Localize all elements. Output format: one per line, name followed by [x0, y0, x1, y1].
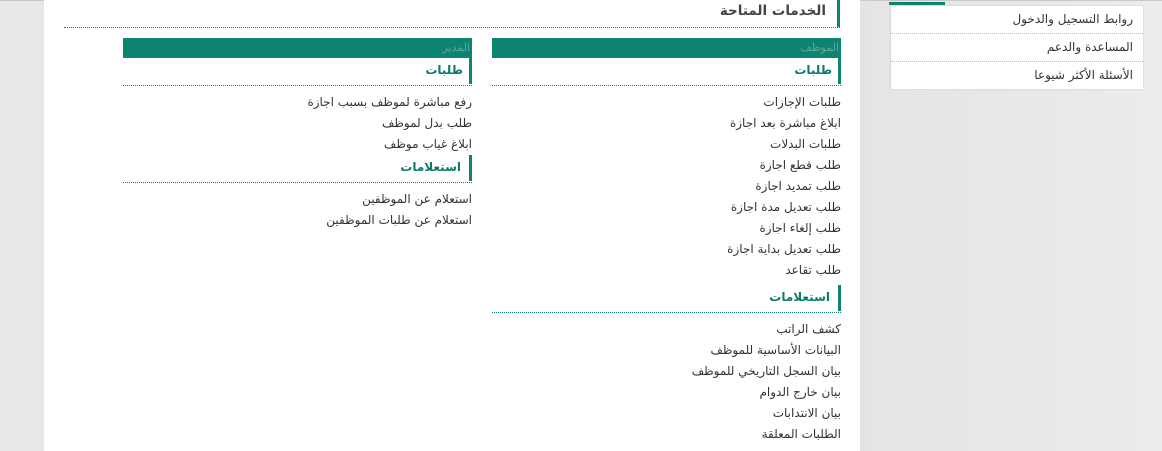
- list-item[interactable]: بيان الانتدابات: [772, 406, 841, 420]
- list-item[interactable]: كشف الراتب: [776, 322, 841, 336]
- page-title: الخدمات المتاحة: [719, 3, 826, 19]
- link-help-support[interactable]: المساعدة والدعم: [891, 34, 1143, 62]
- list-item[interactable]: طلبات الإجازات: [763, 95, 841, 109]
- employee-requests-section: [492, 58, 841, 86]
- list-item[interactable]: استعلام عن طلبات الموظفين: [326, 213, 472, 227]
- list-item[interactable]: استعلام عن الموظفين: [362, 192, 472, 206]
- section-accent-bar: [838, 58, 841, 84]
- manager-column-header: المدير: [123, 38, 472, 58]
- employee-column-header: الموظف: [492, 38, 841, 58]
- list-item[interactable]: طلب إلغاء اجازة: [759, 221, 841, 235]
- manager-services-column: [123, 38, 472, 235]
- section-label: استعلامات: [400, 160, 461, 174]
- list-item[interactable]: رفع مباشرة لموظف بسبب اجازة: [307, 95, 472, 109]
- section-accent-bar: [469, 155, 472, 181]
- manager-requests-list: [123, 86, 472, 155]
- employee-requests-list: [492, 86, 841, 285]
- list-item[interactable]: بيان خارج الدوام: [759, 385, 841, 399]
- list-item[interactable]: طلبات البدلات: [770, 137, 841, 151]
- page-title-bar: [64, 0, 840, 28]
- list-item[interactable]: بيان السجل التاريخي للموظف: [691, 364, 841, 378]
- list-item[interactable]: البيانات الأساسية للموظف: [710, 343, 841, 357]
- list-item[interactable]: ابلاغ مباشرة بعد اجازة: [729, 116, 841, 130]
- title-accent-bar: [837, 0, 840, 27]
- section-label: استعلامات: [769, 290, 830, 304]
- section-accent-bar: [838, 285, 841, 311]
- employee-inquiries-section: [492, 285, 841, 313]
- section-label: طلبات: [425, 63, 463, 77]
- employee-services-column: [492, 38, 841, 449]
- list-item[interactable]: طلب تعديل بداية اجازة: [727, 242, 841, 256]
- list-item[interactable]: طلب تقاعد: [785, 263, 841, 277]
- side-links-panel: [891, 6, 1143, 89]
- list-item[interactable]: طلب بدل لموظف: [381, 116, 472, 130]
- employee-inquiries-list: [492, 313, 841, 449]
- list-item[interactable]: الطلبات المعلقة: [761, 427, 841, 441]
- list-item[interactable]: ابلاغ غياب موظف: [383, 137, 472, 151]
- manager-inquiries-list: [123, 183, 472, 235]
- panel-accent: [889, 2, 945, 5]
- manager-inquiries-section: [123, 155, 472, 183]
- section-label: طلبات: [794, 63, 832, 77]
- list-item[interactable]: طلب تمديد اجازة: [755, 179, 841, 193]
- list-item[interactable]: طلب قطع اجازة: [759, 158, 841, 172]
- manager-requests-section: [123, 58, 472, 86]
- list-item[interactable]: طلب تعديل مدة اجازة: [730, 200, 841, 214]
- link-faq[interactable]: الأسئلة الأكثر شيوعا: [1034, 68, 1133, 82]
- section-accent-bar: [469, 58, 472, 84]
- link-registration-login[interactable]: روابط التسجيل والدخول: [891, 6, 1143, 34]
